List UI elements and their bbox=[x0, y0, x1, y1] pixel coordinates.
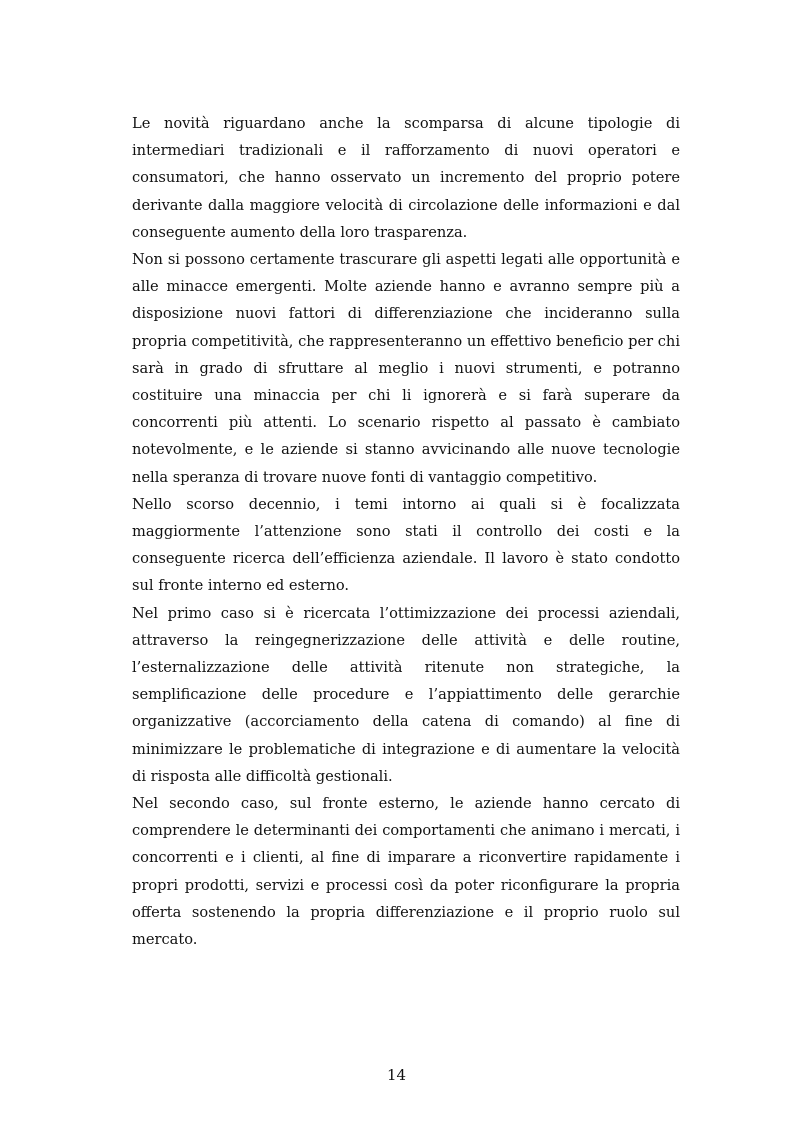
page-number: 14 bbox=[386, 1066, 407, 1084]
body-text bbox=[132, 110, 680, 953]
paragraph-1: Le novità riguardano anche la scomparsa di alcune tipologie di intermediari tradizionali e il rafforzamento di nuovi operatori e consumatori, che hanno osservato un incremento del proprio potere derivante dalla maggiore velocità di circolazione delle informazioni e dal conseguente aumento della loro trasparenza. bbox=[132, 115, 680, 241]
paragraph-3: Nello scorso decennio, i temi intorno ai quali si è focalizzata maggiormente l’attenzione sono stati il controllo dei costi e la conseguente ricerca dell’efficienza aziendale. Il lavoro è stato condotto sul fronte interno ed esterno. bbox=[132, 495, 680, 595]
paragraph-4: Nel primo caso si è ricercata l’ottimizzazione dei processi aziendali, attraverso la reingegnerizzazione delle attività e delle routine, l’esternalizzazione delle attività ritenute non strategiche, la semplificazione delle procedure e l’appiattimento delle gerarchie organizzative (accorciamento della catena di comando) al fine di minimizzare le problematiche di integrazione e di aumentare la velocità di risposta alle difficoltà gestionali. bbox=[132, 604, 680, 785]
paragraph-2: Non si possono certamente trascurare gli aspetti legati alle opportunità e alle minacce emergenti. Molte aziende hanno e avranno sempre più a disposizione nuovi fattori di differenziazione che incideranno sulla propria competitività, che rappresenteranno un effettivo beneficio per chi sarà in grado di sfruttare al meglio i nuovi strumenti, e potranno costituire una minaccia per chi li ignorerà e si farà superare da concorrenti più attenti. Lo scenario rispetto al passato è cambiato notevolmente, e le aziende si stanno avvicinando alle nuove tecnologie nella speranza di trovare nuove fonti di vantaggio competitivo. bbox=[132, 251, 680, 486]
paragraph-5: Nel secondo caso, sul fronte esterno, le aziende hanno cercato di comprendere le determinanti dei comportamenti che animano i mercati, i concorrenti e i clienti, al fine di imparare a riconvertire rapidamente i propri prodotti, servizi e processi così da poter riconfigurare la propria offerta sostenendo la propria differenziazione e il proprio ruolo sul mercato. bbox=[132, 795, 680, 949]
